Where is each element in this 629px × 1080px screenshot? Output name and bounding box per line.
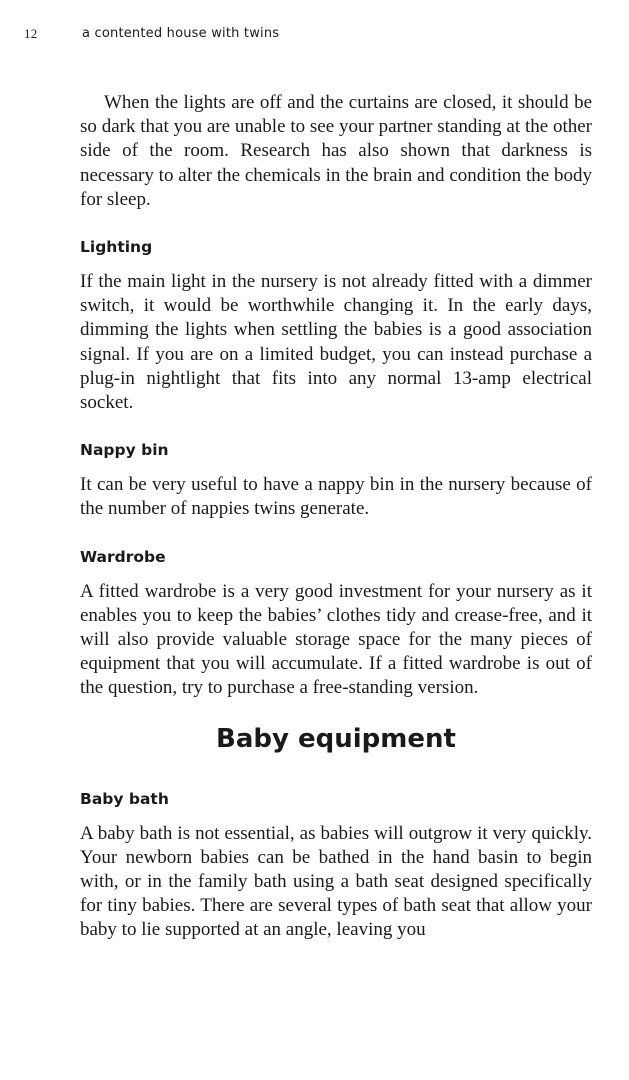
baby-equipment-heading: Baby equipment <box>216 723 456 754</box>
intro-paragraph: When the lights are off and the curtains are closed, it should be so dark that you are unable to see your partner standing at the other side of the room. Research has also shown that darkness is necessary to alter the chemicals in the brain and condition the body for sleep. <box>80 92 592 210</box>
lighting-heading: Lighting <box>80 238 153 257</box>
lighting-paragraph: If the main light in the nursery is not already fitted with a dimmer switch, it would be worthwhile changing it. In the early days, dimming the lights when settling the babies is a good association signal. If you are on a limited budget, you can instead purchase a plug-in nightlight that fits into any normal 13-amp electrical socket. <box>80 271 592 414</box>
nappy-bin-heading: Nappy bin <box>80 441 169 460</box>
running-title: a contented house with twins <box>82 26 280 41</box>
wardrobe-heading: Wardrobe <box>80 547 166 566</box>
baby-bath-paragraph: A baby bath is not essential, as babies will outgrow it very quickly. Your newborn babies can be bathed in the hand basin to begin with, or in the family bath using a bath seat designed specifically for tiny babies. There are several types of bath seat that allow your baby to lie supported at an angle, leaving you <box>80 822 592 941</box>
baby-bath-heading: Baby bath <box>80 789 169 808</box>
running-header <box>24 26 589 46</box>
page-number: 12 <box>24 26 38 41</box>
wardrobe-paragraph: A fitted wardrobe is a very good investment for your nursery as it enables you to keep the babies’ clothes tidy and crease-free, and it will also provide valuable storage space for the many pieces of equipment that you will accumulate. If a fitted wardrobe is out of the question, try to purchase a free-standing version. <box>80 580 592 699</box>
nappy-bin-paragraph: It can be very useful to have a nappy bin in the nursery because of the number of nappies twins generate. <box>80 474 592 520</box>
page-body <box>80 91 592 943</box>
